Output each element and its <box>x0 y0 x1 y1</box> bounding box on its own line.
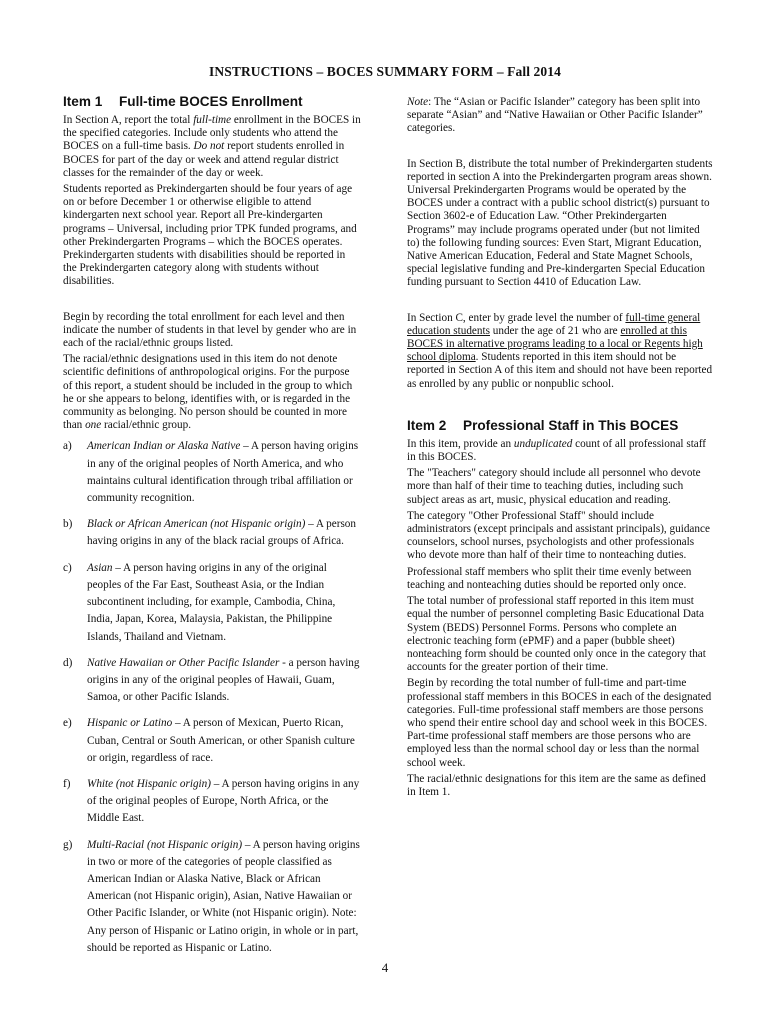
section-c-paragraph <box>407 312 713 391</box>
category-definition: – A person having origins in any of the black racial groups of Africa. <box>87 518 356 548</box>
list-letter: a) <box>63 440 72 453</box>
item2-title: Professional Staff in This BOCES <box>463 417 679 433</box>
list-letter: b) <box>63 518 73 531</box>
text-run: The racial/ethnic designations used in this item do not denote scientific definitions of anthropological origins. For the purpose of this report, a student should be included in the group to which he or she appears to belong, identifies with, or is regarded in the community as belonging. No person should be counted in more than <box>63 353 353 432</box>
list-item <box>63 837 361 957</box>
page-number: 4 <box>381 960 389 975</box>
racial-same-paragraph: The racial/ethnic designations for this item are the same as defined in Item 1. <box>407 772 706 798</box>
section-b-paragraph: In Section B, distribute the total number of Prekindergarten students reported in section A into the Prekindergarten program areas shown. Universal Prekindergarten Programs would be operated by the BOCES under a contract with a public school district(s) pursuant to Section 3602-e of Education Law. “Other Prekindergarten Programs” may include programs operated under (but not limited to) the following funding sources: Even Start, Migrant Education, Native American Education, Federal and State Magnet Schools, special legislative funding and Pre-kindergarten Special Education funding pursuant to Section 4410 of Education Law. <box>407 157 713 289</box>
text-run: In Section A, report the total <box>63 114 194 126</box>
category-term: White (not Hispanic origin) <box>87 777 211 790</box>
section-a-paragraph <box>63 114 361 180</box>
category-definition: - a person having origins in any of the original peoples of Hawaii, Guam, Samoa, or other Pacific Islands. <box>87 656 360 704</box>
category-definition: – A person having origins in two or more of the categories of people classified as American Indian or Alaska Native, Black or African American (not Hispanic origin), Asian, Native Hawaiian or Other Pacific Islander, or White (not Hispanic origin). Note: Any person of Hispanic or Latino origin, in whole or in part, should be reported as Hispanic or Latino. <box>87 838 360 954</box>
list-item <box>63 560 361 646</box>
category-definition: – A person having origins in any of the original peoples of the Far East, Southeast Asia, or the Indian subcontinent including, for example, Cambodia, China, India, Japan, Korea, Malaysia, Pakistan, the Philippine Islands, Thailand and Vietnam. <box>87 561 336 643</box>
emphasis-unduplicated: unduplicated <box>513 437 573 450</box>
list-item <box>63 438 361 507</box>
category-term: Hispanic or Latino <box>87 717 173 730</box>
emphasis-do-not: Do not <box>193 140 225 153</box>
text-run: In Section C, enter by grade level the number of <box>407 311 626 324</box>
list-letter: d) <box>63 656 73 669</box>
emphasis-full-time: full-time <box>193 114 232 126</box>
note-paragraph <box>407 96 713 136</box>
underlined-text: enrolled at this BOCES in alternative programs leading to a local or Regents high school diploma <box>407 324 703 364</box>
note-label: Note <box>407 96 429 108</box>
racial-designations-paragraph <box>63 353 361 432</box>
teachers-paragraph: The "Teachers" category should include all personnel who devote more than half of their time to teaching duties, including such subject areas as art, music, physical education and reading. <box>407 467 701 506</box>
category-term: Multi-Racial (not Hispanic origin) <box>87 838 243 851</box>
page-title: INSTRUCTIONS – BOCES SUMMARY FORM – Fall 2014 <box>209 64 561 79</box>
right-column <box>407 96 713 799</box>
list-item <box>63 655 361 707</box>
list-letter: c) <box>63 561 72 574</box>
list-item <box>63 516 361 550</box>
text-run: In this item, provide an <box>407 437 514 450</box>
text-run: . Students reported in this item should not be reported in Section A of this item and should not have been reported as enrolled by any public or nonpublic school. <box>407 351 713 390</box>
list-letter: f) <box>63 777 71 790</box>
item1-number: Item 1 <box>63 94 103 109</box>
text-run: enrollment in the BOCES in the specified categories. Include only students who attend the BOCES on a full-time basis. <box>63 114 361 153</box>
racial-category-list <box>63 438 361 956</box>
category-term: Black or African American (not Hispanic origin) <box>87 518 306 531</box>
text-run: count of all professional staff in this BOCES. <box>407 437 707 464</box>
category-definition: – A person of Mexican, Puerto Rican, Cuban, Central or South American, or other Spanish culture or origin, regardless of race. <box>87 717 355 764</box>
item1-heading <box>63 93 361 110</box>
category-definition: – A person having origins in any of the original peoples of Europe, North Africa, or the Middle East. <box>87 777 360 825</box>
emphasis-one: one <box>85 419 102 432</box>
item2-number: Item 2 <box>407 417 447 433</box>
list-letter: e) <box>63 717 72 730</box>
other-staff-paragraph: The category "Other Professional Staff" should include administrators (except principals and assistant principals), guidance counselors, school nurses, psychologists and other professionals who devote more than half of their time to nonteaching duties. <box>407 509 710 562</box>
item2-heading <box>407 417 713 434</box>
begin-recording-paragraph: Begin by recording the total enrollment for each level and then indicate the number of students in that level by gender who are in each of the racial/ethnic groups listed. <box>63 310 357 350</box>
text-run: racial/ethnic group. <box>101 419 191 432</box>
text-run: under the age of 21 who are <box>489 324 621 337</box>
total-staff-paragraph: The total number of professional staff reported in this item must equal the number of personnel completing Basic Educational Data System (BEDS) Personnel Forms. Persons who complete an electronic teaching form (ePMF) and a paper (bubble sheet) nonteaching form should be counted only once in the category that accounts for the greater portion of their time. <box>407 595 706 674</box>
category-term: American Indian or Alaska Native <box>87 440 241 453</box>
item2-intro-paragraph <box>407 438 713 464</box>
category-term: Asian <box>87 561 113 574</box>
text-run: report students enrolled in BOCES for part of the day or week and attend regular district classes for the remainder of the day or week. <box>63 140 345 179</box>
begin-staff-paragraph: Begin by recording the total number of full-time and part-time professional staff members in this BOCES in each of the designated categories. Full-time professional staff members are those persons who spend their entire school day and school week in this BOCES. Part-time professional staff members are those persons who are employed less than the normal school day or less than the normal school week. <box>407 677 712 769</box>
list-item <box>63 715 361 767</box>
category-definition: – A person having origins in any of the original peoples of North America, and who maintains cultural identification through tribal affiliation or community recognition. <box>87 440 359 505</box>
list-letter: g) <box>63 838 73 851</box>
left-column <box>63 93 361 966</box>
category-term: Native Hawaiian or Other Pacific Islander <box>87 656 280 669</box>
prekindergarten-paragraph: Students reported as Prekindergarten should be four years of age on or before December 1 or otherwise eligible to attend kindergarten next school year. Report all Pre-kindergarten programs – Universal, including prior TPK funded programs, and other Prekindergarten Programs – which the BOCES operates. Prekindergarten students with disabilities should be reported in the Prekindergarten category along with students without disabilities. <box>63 183 357 288</box>
underlined-text: full-time general education students <box>407 311 701 337</box>
list-item <box>63 776 361 828</box>
item1-title: Full-time BOCES Enrollment <box>119 94 303 109</box>
split-time-paragraph: Professional staff members who split their time evenly between teaching and nonteaching duties should be reported only once. <box>407 565 692 591</box>
text-run: : The “Asian or Pacific Islander” category has been split into separate “Asian” and “Native Hawaiian or Other Pacific Islander” categories. <box>407 96 703 135</box>
